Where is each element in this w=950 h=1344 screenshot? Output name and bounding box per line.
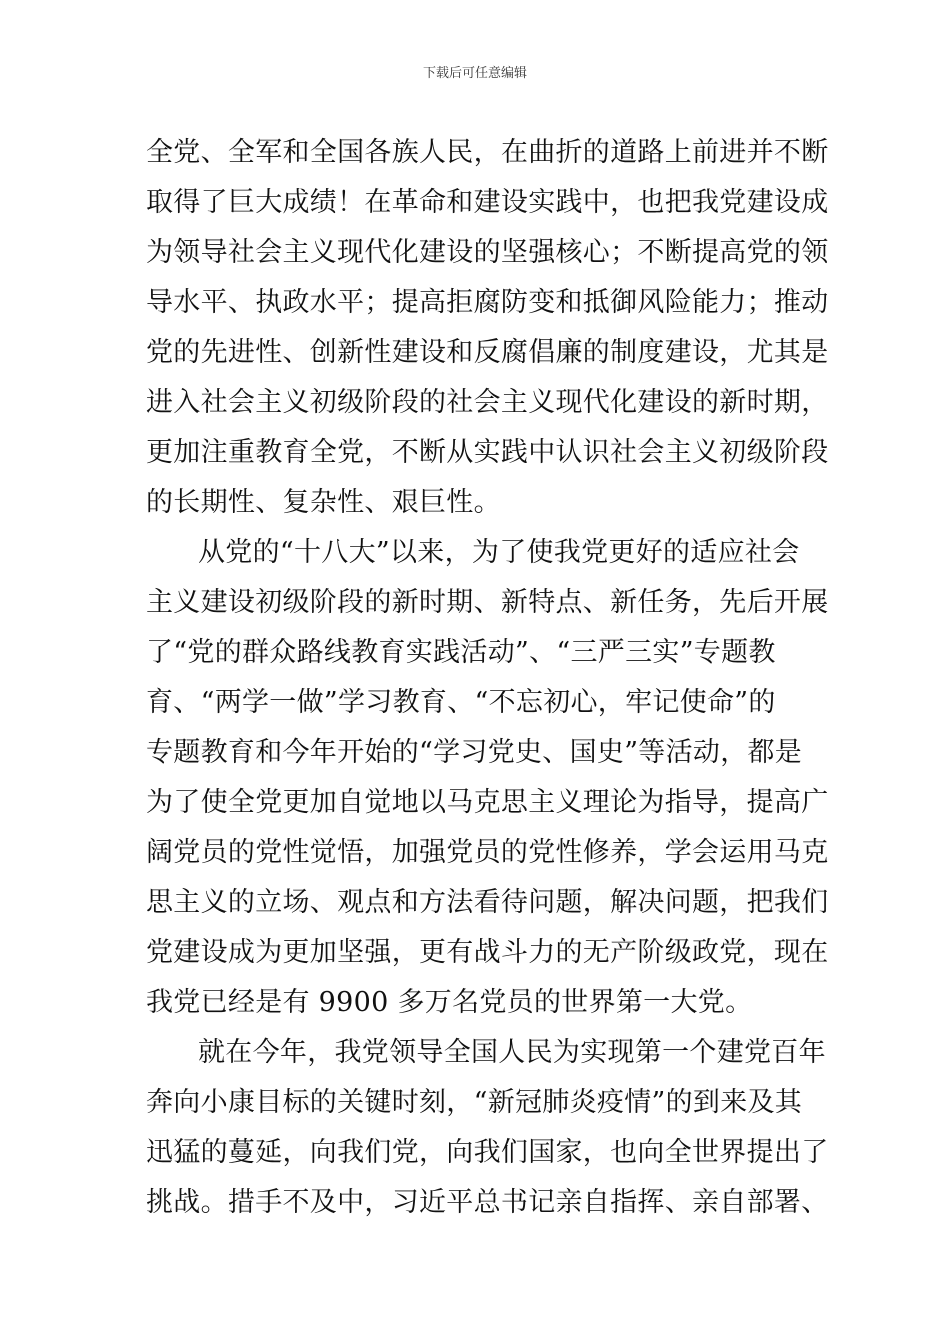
- text-line: 了“党的群众路线教育实践活动”、“三严三实”专题教: [146, 637, 776, 668]
- text-line: 迅猛的蔓延，向我们党，向我们国家，也向全世界提出了: [146, 1137, 829, 1168]
- text-line: 就在今年，我党领导全国人民为实现第一个建党百年: [198, 1037, 826, 1068]
- text-line: 专题教育和今年开始的“学习党史、国史”等活动，都是: [146, 737, 803, 768]
- text-line: 思主义的立场、观点和方法看待问题，解决问题，把我们: [146, 887, 829, 918]
- text-line: 更加注重教育全党，不断从实践中认识社会主义初级阶段: [146, 437, 829, 468]
- text-line: 取得了巨大成绩！在革命和建设实践中，也把我党建设成: [146, 187, 829, 218]
- text-line: 从党的“十八大”以来，为了使我党更好的适应社会: [198, 537, 800, 568]
- text-line: 主义建设初级阶段的新时期、新特点、新任务，先后开展: [146, 587, 829, 618]
- paragraph-2: [146, 528, 829, 1028]
- text-line: 导水平、执政水平；提高拒腐防变和抵御风险能力；推动: [146, 287, 829, 318]
- text-line: 阔党员的党性觉悟，加强党员的党性修养，学会运用马克: [146, 837, 829, 868]
- text-line: 党建设成为更加坚强，更有战斗力的无产阶级政党，现在: [146, 937, 829, 968]
- paragraph-3: [146, 1028, 829, 1228]
- text-line: 我党已经是有 9900 多万名党员的世界第一大党。: [146, 987, 753, 1018]
- text-line: 的长期性、复杂性、艰巨性。: [146, 487, 501, 518]
- body-text: [146, 128, 829, 1228]
- page-header: 下载后可任意编辑: [422, 66, 527, 81]
- paragraph-1: [146, 128, 829, 528]
- text-line: 为领导社会主义现代化建设的坚强核心；不断提高党的领: [146, 237, 829, 268]
- text-line: 全党、全军和全国各族人民，在曲折的道路上前进并不断: [146, 137, 829, 168]
- text-line: 挑战。措手不及中，习近平总书记亲自指挥、亲自部署、: [146, 1187, 829, 1218]
- text-line: 奔向小康目标的关键时刻，“新冠肺炎疫情”的到来及其: [146, 1087, 803, 1118]
- text-line: 进入社会主义初级阶段的社会主义现代化建设的新时期，: [146, 387, 829, 418]
- text-line: 为了使全党更加自觉地以马克思主义理论为指导，提高广: [146, 787, 829, 818]
- text-line: 党的先进性、创新性建设和反腐倡廉的制度建设，尤其是: [146, 337, 829, 368]
- text-line: 育、“两学一做”学习教育、“不忘初心，牢记使命”的: [146, 687, 776, 718]
